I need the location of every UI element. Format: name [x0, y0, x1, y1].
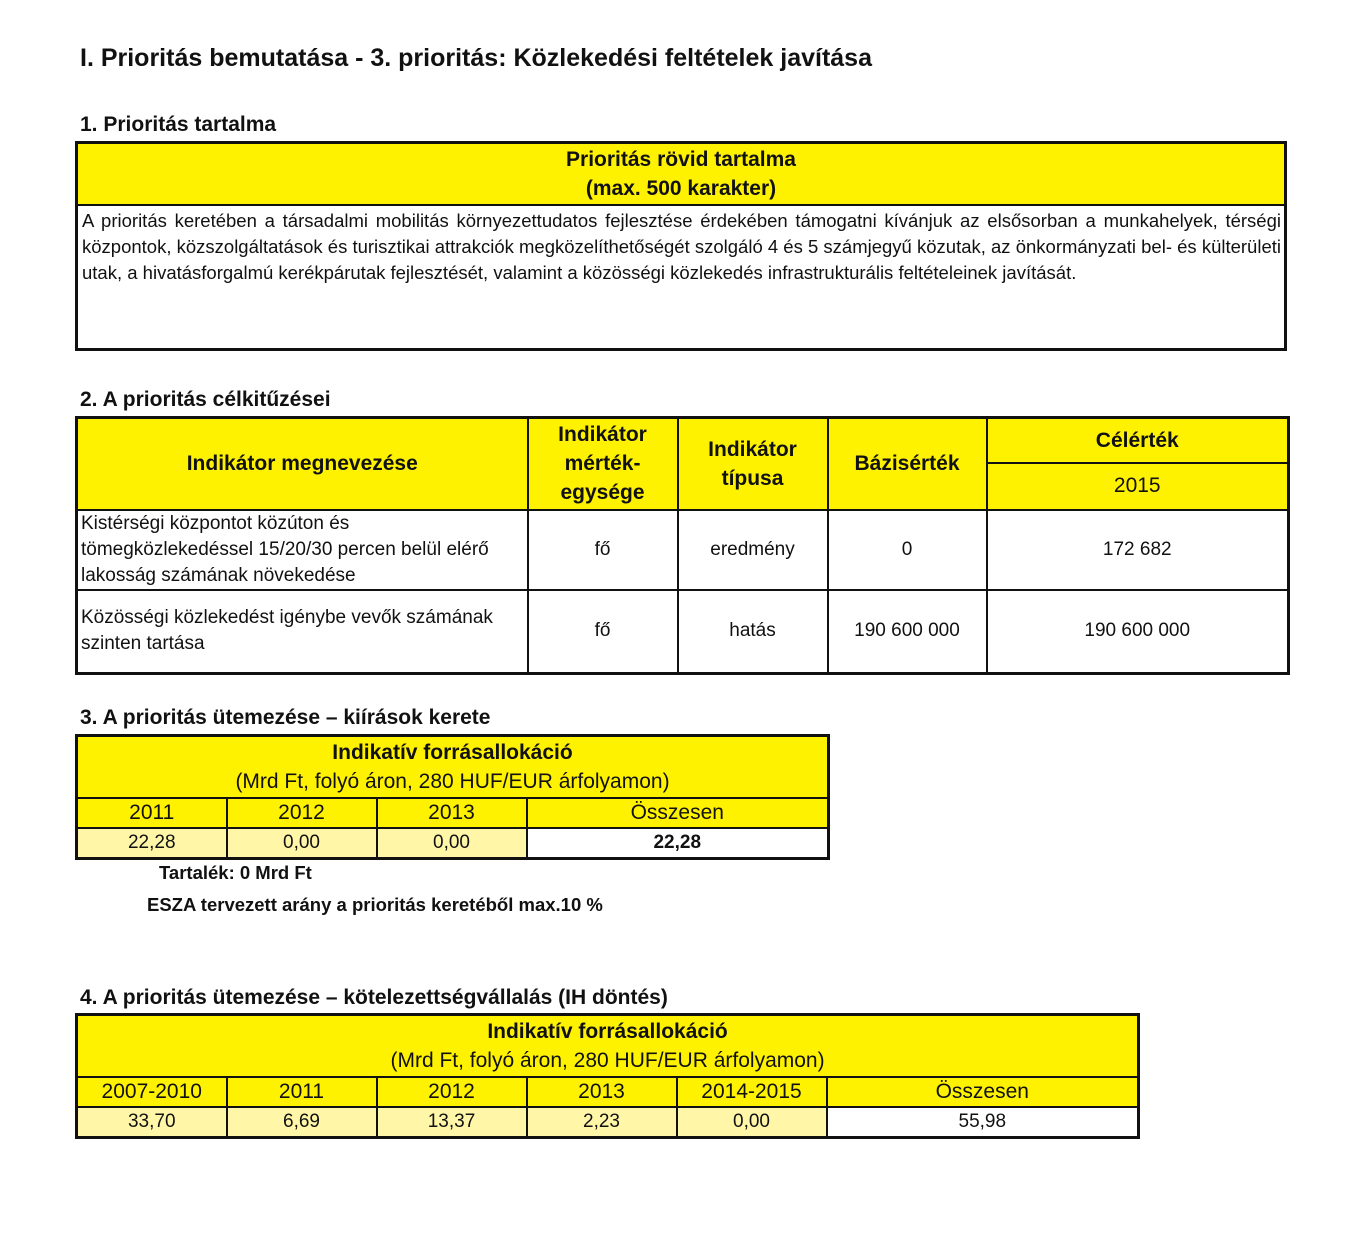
header-line-2: (max. 500 karakter): [585, 177, 777, 200]
indicator-base: 190 600 000: [828, 590, 987, 674]
col-type-line-2: típusa: [721, 466, 784, 490]
value-cell: 0,00: [377, 828, 527, 859]
section-1-heading: 1. Prioritás tartalma: [80, 113, 277, 136]
indicator-name-line: szinten tartása: [81, 633, 205, 655]
total-header-cell: Összesen: [827, 1077, 1139, 1107]
objectives-table: [75, 416, 1290, 675]
col-base-value: Bázisérték: [828, 418, 987, 510]
allocation-header-line-1: Indikatív forrásallokáció: [487, 1020, 728, 1043]
col-target-year: 2015: [987, 463, 1289, 510]
indicator-name-line: Közösségi közlekedést igénybe vevők számának: [81, 607, 493, 629]
col-indicator-unit: [528, 418, 678, 510]
col-indicator-name: Indikátor megnevezése: [77, 418, 528, 510]
allocation-header-line-2: (Mrd Ft, folyó áron, 280 HUF/EUR árfolyamon): [390, 1049, 825, 1072]
col-unit-line-3: egysége: [560, 481, 645, 505]
allocation-header-line-1: Indikatív forrásallokáció: [332, 741, 573, 764]
priority-content-text: A prioritás keretében a társadalmi mobilitás környezettudatos fejlesztése érdekében támogatni kívánjuk az elsősorban a munkahelyek, térségi központok, közszolgáltatások és turisztikai attrakciók megközelíthetőségét szolgáló 4 és 5 számjegyű közutak, az önkormányzati bel- és külterületi utak, a hivatásforgalmú kerékpárutak fejlesztését, valamint a közösségi közlekedés infrastrukturális feltételeinek javítását.: [77, 205, 1286, 350]
value-cell: 13,37: [377, 1107, 527, 1138]
value-cell: 6,69: [227, 1107, 377, 1138]
indicator-target: 190 600 000: [987, 590, 1289, 674]
indicator-target: 172 682: [987, 510, 1289, 590]
year-cell: 2012: [377, 1077, 527, 1107]
col-unit-line-1: Indikátor: [558, 423, 647, 447]
indicator-type: hatás: [678, 590, 828, 674]
year-cell: 2011: [77, 798, 227, 828]
total-value-cell: 22,28: [527, 828, 829, 859]
allocation-header: [77, 736, 829, 799]
section-3-heading: 3. A prioritás ütemezése – kiírások kerete: [80, 706, 491, 729]
total-value-cell: 55,98: [827, 1107, 1139, 1138]
value-cell: 33,70: [77, 1107, 227, 1138]
indicator-name: [77, 510, 528, 590]
year-cell: 2012: [227, 798, 377, 828]
indicator-type: eredmény: [678, 510, 828, 590]
section-2-heading: 2. A prioritás célkitűzései: [80, 388, 331, 411]
section-4-heading: 4. A prioritás ütemezése – kötelezettségvállalás (IH döntés): [80, 986, 668, 1009]
year-cell: 2013: [527, 1077, 677, 1107]
header-line-1: Prioritás rövid tartalma: [566, 148, 796, 171]
allocation-header: [77, 1015, 1139, 1078]
year-cell: 2014-2015: [677, 1077, 827, 1107]
value-cell: 0,00: [227, 828, 377, 859]
value-cell: 0,00: [677, 1107, 827, 1138]
year-cell: 2013: [377, 798, 527, 828]
year-cell: 2007-2010: [77, 1077, 227, 1107]
indicator-name-line: lakosság számának növekedése: [81, 564, 356, 586]
col-type-line-1: Indikátor: [708, 437, 797, 461]
reserve-note: Tartalék: 0 Mrd Ft: [159, 862, 312, 883]
indicator-name-line: tömegközlekedéssel 15/20/30 percen belül elérő: [81, 538, 489, 560]
total-header-cell: Összesen: [527, 798, 829, 828]
commitment-allocation-table: [75, 1013, 1140, 1139]
value-cell: 22,28: [77, 828, 227, 859]
call-allocation-table: [75, 734, 830, 860]
allocation-header-line-2: (Mrd Ft, folyó áron, 280 HUF/EUR árfolyamon): [235, 770, 670, 793]
table-row: [77, 590, 1289, 674]
col-unit-line-2: mérték-: [564, 452, 641, 476]
indicator-unit: fő: [528, 510, 678, 590]
table-row: [77, 510, 1289, 590]
year-cell: 2011: [227, 1077, 377, 1107]
priority-content-table: [75, 141, 1287, 351]
esza-note: ESZA tervezett arány a prioritás keretéből max.10 %: [147, 894, 603, 915]
col-target-value: Célérték: [987, 418, 1289, 463]
indicator-base: 0: [828, 510, 987, 590]
priority-content-header: [77, 143, 1286, 206]
indicator-unit: fő: [528, 590, 678, 674]
page-title: I. Prioritás bemutatása - 3. prioritás: Közlekedési feltételek javítása: [80, 44, 872, 72]
indicator-name: [77, 590, 528, 674]
value-cell: 2,23: [527, 1107, 677, 1138]
indicator-name-line: Kistérségi központot közúton és: [81, 512, 350, 534]
col-indicator-type: [678, 418, 828, 510]
